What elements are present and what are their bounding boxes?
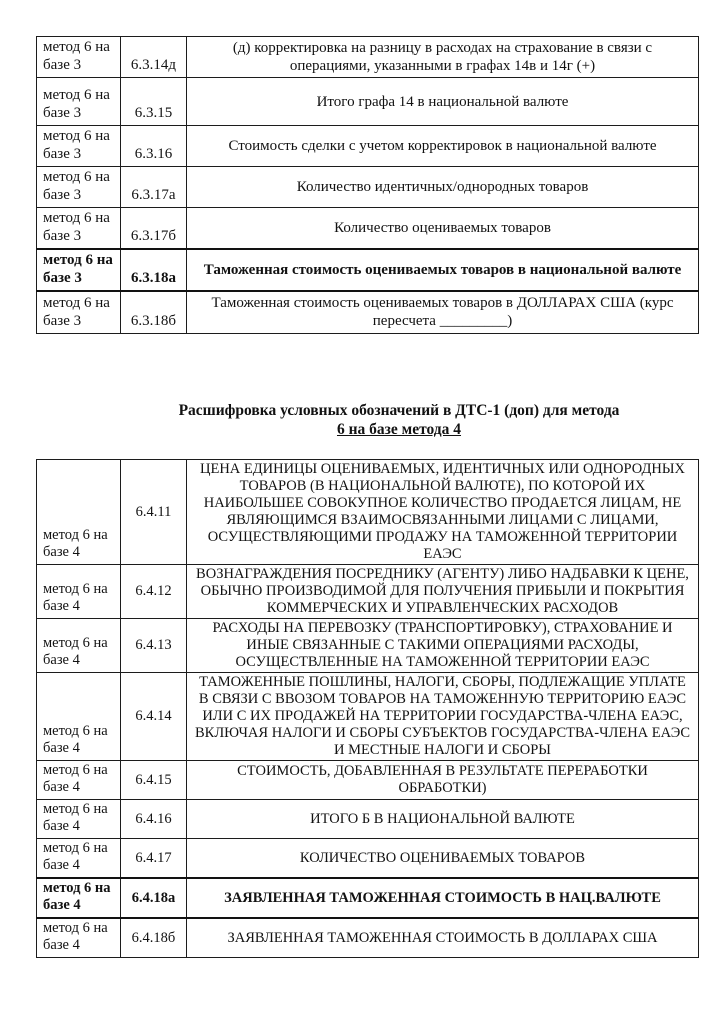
description-cell: Таможенная стоимость оцениваемых товаров в национальной валюте xyxy=(187,249,699,291)
code-cell: 6.3.16 xyxy=(121,126,187,167)
table-row xyxy=(37,761,699,800)
method-cell: метод 6 на базе 4 xyxy=(37,619,121,673)
table-row xyxy=(37,78,699,126)
description-cell: ВОЗНАГРАЖДЕНИЯ ПОСРЕДНИКУ (АГЕНТУ) ЛИБО НАДБАВКИ К ЦЕНЕ, ОБЫЧНО ПРОИЗВОДИМОЙ ДЛЯ ПОЛУЧЕНИЯ ПРИБЫЛИ И ПОКРЫТИЯ КОММЕРЧЕСКИХ И УПРАВЛЕНЧЕСКИХ РАСХОДОВ xyxy=(187,565,699,619)
method6-base4-table xyxy=(36,459,699,958)
table-row xyxy=(37,800,699,839)
description-cell: (д) корректировка на разницу в расходах на страхование в связи с операциями, указанными в графах 14в и 14г (+) xyxy=(187,37,699,78)
description-cell: ЗАЯВЛЕННАЯ ТАМОЖЕННАЯ СТОИМОСТЬ В НАЦ.ВАЛЮТЕ xyxy=(187,878,699,918)
code-cell: 6.4.18а xyxy=(121,878,187,918)
description-cell: Таможенная стоимость оцениваемых товаров в ДОЛЛАРАХ США (курс пересчета _________) xyxy=(187,291,699,333)
method-cell: метод 6 на базе 3 xyxy=(37,208,121,250)
description-cell: ИТОГО Б В НАЦИОНАЛЬНОЙ ВАЛЮТЕ xyxy=(187,800,699,839)
method-cell: метод 6 на базе 4 xyxy=(37,918,121,958)
description-cell: ЦЕНА ЕДИНИЦЫ ОЦЕНИВАЕМЫХ, ИДЕНТИЧНЫХ ИЛИ ОДНОРОДНЫХ ТОВАРОВ (В НАЦИОНАЛЬНОЙ ВАЛЮТЕ), ПО КОТОРОЙ ИХ НАИБОЛЬШЕЕ СОВОКУПНОЕ КОЛИЧЕСТВО ПРОДАЕТСЯ ЛИЦАМ, НЕ ЯВЛЯЮЩИМСЯ ВЗАИМОСВЯЗАННЫМИ ЛИЦАМИ С ЛИЦАМИ, ОСУЩЕСТВЛЯЮЩИМИ ПРОДАЖУ НА ТАМОЖЕННОЙ ТЕРРИТОРИИ ЕАЭС xyxy=(187,460,699,565)
section-heading xyxy=(36,401,698,439)
code-cell: 6.3.17б xyxy=(121,208,187,250)
method6-base3-table xyxy=(36,36,699,334)
section-heading-line1: Расшифровка условных обозначений в ДТС-1 (доп) для метода xyxy=(178,402,620,419)
table-row xyxy=(37,673,699,761)
method-cell: метод 6 на базе 3 xyxy=(37,167,121,208)
code-cell: 6.4.16 xyxy=(121,800,187,839)
description-cell: Стоимость сделки с учетом корректировок в национальной валюте xyxy=(187,126,699,167)
method-cell: метод 6 на базе 3 xyxy=(37,126,121,167)
code-cell: 6.3.14д xyxy=(121,37,187,78)
code-cell: 6.4.17 xyxy=(121,839,187,879)
method-cell: метод 6 на базе 3 xyxy=(37,37,121,78)
method-cell: метод 6 на базе 4 xyxy=(37,460,121,565)
description-cell: ЗАЯВЛЕННАЯ ТАМОЖЕННАЯ СТОИМОСТЬ В ДОЛЛАРАХ США xyxy=(187,918,699,958)
code-cell: 6.3.18а xyxy=(121,249,187,291)
description-cell: КОЛИЧЕСТВО ОЦЕНИВАЕМЫХ ТОВАРОВ xyxy=(187,839,699,879)
table-row-emphasized xyxy=(37,249,699,291)
method-cell: метод 6 на базе 3 xyxy=(37,291,121,333)
code-cell: 6.4.14 xyxy=(121,673,187,761)
table-row xyxy=(37,565,699,619)
code-cell: 6.3.18б xyxy=(121,291,187,333)
table-row xyxy=(37,167,699,208)
code-cell: 6.4.13 xyxy=(121,619,187,673)
method-cell: метод 6 на базе 3 xyxy=(37,78,121,126)
method-cell: метод 6 на базе 4 xyxy=(37,761,121,800)
method-cell: метод 6 на базе 4 xyxy=(37,839,121,879)
method-cell: метод 6 на базе 3 xyxy=(37,249,121,291)
code-cell: 6.4.11 xyxy=(121,460,187,565)
code-cell: 6.4.15 xyxy=(121,761,187,800)
method-cell: метод 6 на базе 4 xyxy=(37,878,121,918)
code-cell: 6.3.17а xyxy=(121,167,187,208)
table-row-emphasized xyxy=(37,878,699,918)
table-row xyxy=(37,208,699,250)
table-row xyxy=(37,839,699,879)
description-cell: Итого графа 14 в национальной валюте xyxy=(187,78,699,126)
description-cell: ТАМОЖЕННЫЕ ПОШЛИНЫ, НАЛОГИ, СБОРЫ, ПОДЛЕЖАЩИЕ УПЛАТЕ В СВЯЗИ С ВВОЗОМ ТОВАРОВ НА ТАМОЖЕННУЮ ТЕРРИТОРИЮ ЕАЭС ИЛИ С ИХ ПРОДАЖЕЙ НА ТЕРРИТОРИИ ГОСУДАРСТВА-ЧЛЕНА ЕАЭС, ВКЛЮЧАЯ НАЛОГИ И СБОРЫ СУБЪЕКТОВ ГОСУДАРСТВА-ЧЛЕНА ЕАЭС И МЕСТНЫЕ НАЛОГИ И СБОРЫ xyxy=(187,673,699,761)
section-heading-line2: 6 на базе метода 4 xyxy=(336,421,462,438)
table-row xyxy=(37,126,699,167)
method-cell: метод 6 на базе 4 xyxy=(37,800,121,839)
description-cell: СТОИМОСТЬ, ДОБАВЛЕННАЯ В РЕЗУЛЬТАТЕ ПЕРЕРАБОТКИ ОБРАБОТКИ) xyxy=(187,761,699,800)
table-row xyxy=(37,37,699,78)
table-row xyxy=(37,460,699,565)
table-row xyxy=(37,291,699,333)
method-cell: метод 6 на базе 4 xyxy=(37,673,121,761)
code-cell: 6.4.18б xyxy=(121,918,187,958)
code-cell: 6.3.15 xyxy=(121,78,187,126)
code-cell: 6.4.12 xyxy=(121,565,187,619)
table-row xyxy=(37,619,699,673)
table-row xyxy=(37,918,699,958)
method-cell: метод 6 на базе 4 xyxy=(37,565,121,619)
description-cell: РАСХОДЫ НА ПЕРЕВОЗКУ (ТРАНСПОРТИРОВКУ), СТРАХОВАНИЕ И ИНЫЕ СВЯЗАННЫЕ С ТАКИМИ ОПЕРАЦИЯМИ РАСХОДЫ, ОСУЩЕСТВЛЕННЫЕ НА ТАМОЖЕННОЙ ТЕРРИТОРИИ ЕАЭС xyxy=(187,619,699,673)
description-cell: Количество идентичных/однородных товаров xyxy=(187,167,699,208)
description-cell: Количество оцениваемых товаров xyxy=(187,208,699,250)
